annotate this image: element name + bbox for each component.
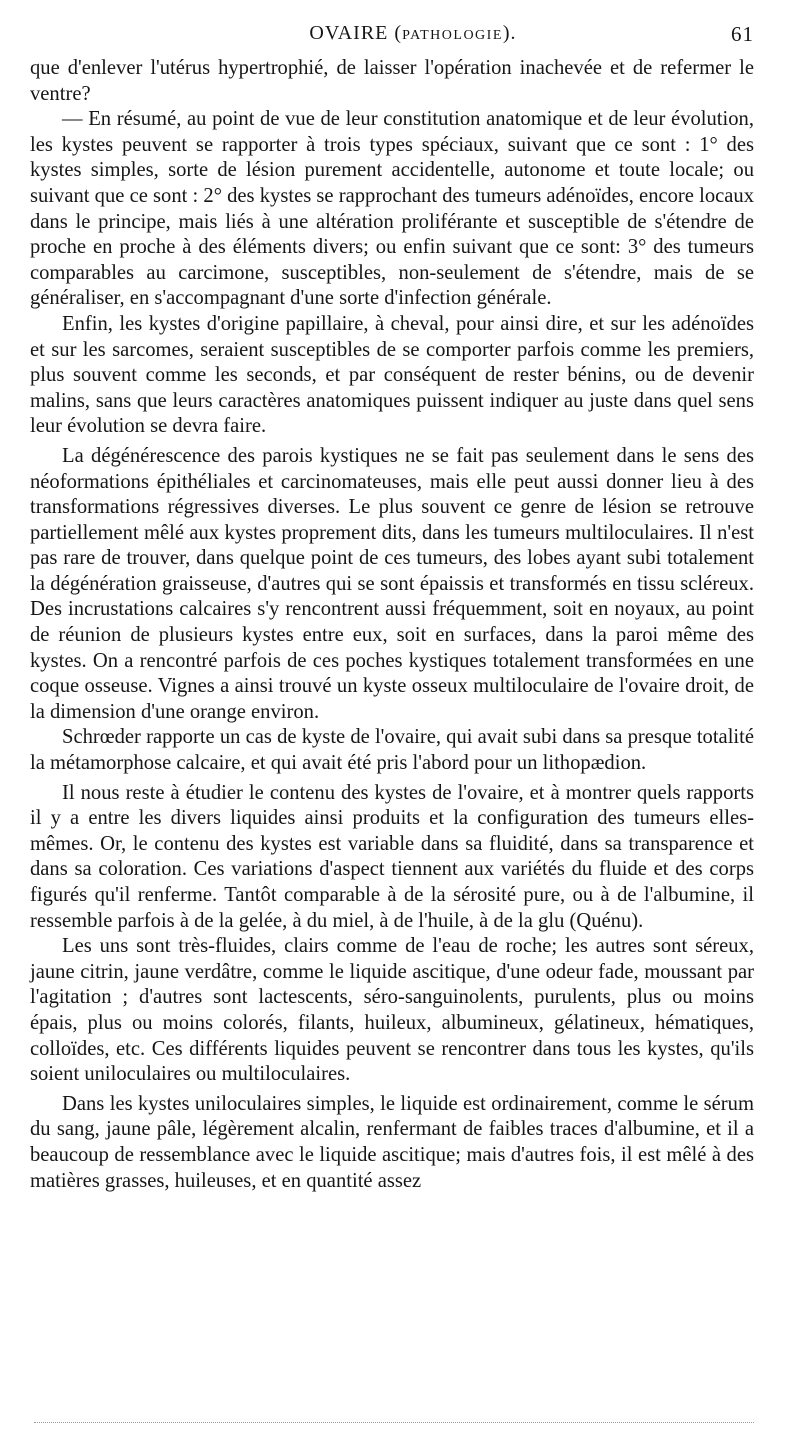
- book-page: [30, 22, 754, 1194]
- paragraph-continuation: que d'enlever l'utérus hypertrophié, de laisser l'opération inachevée et de refermer le ventre?: [30, 57, 754, 105]
- page-number: 61: [731, 22, 754, 46]
- paragraph-schroeder: Schrœder rapporte un cas de kyste de l'ovaire, qui avait subi dans sa presque totalité la métamorphose calcaire, et qui avait été pris l'abord pour un lithopædion.: [30, 726, 754, 775]
- running-title-end: ).: [502, 22, 517, 44]
- paragraph-papillary-cysts: Enfin, les kystes d'origine papillaire, à cheval, pour ainsi dire, et sur les adénoïdes et sur les sarcomes, seraient susceptibles de se comporter parfois comme les premiers, plus souvent comme les seconds, et par conséquent de rester bénins, ou de devenir malins, sans que leurs caractères anatomiques puissent indiquer au juste dans quel sens leur évolution se devra faire.: [30, 312, 754, 438]
- paragraph-unilocular: Dans les kystes uniloculaires simples, le liquide est ordinairement, comme le sérum du sang, jaune pâle, légèrement alcalin, renfermant de faibles traces d'albumine, et il a beaucoup de ressemblance avec le liquide ascitique; mais d'autres fois, il est mêlé à des matières grasses, huileuses, et en quantité assez: [30, 1092, 754, 1192]
- running-title-subject: PATHOLOGIE: [402, 28, 503, 43]
- paragraph-fluids: Les uns sont très-fluides, clairs comme de l'eau de roche; les autres sont séreux, jaune citrin, jaune verdâtre, comme le liquide ascitique, d'une odeur fade, moussant par l'agitation ; d'autres sont lactescents, séro-sanguinolents, purulents, plus ou moins épais, plus ou moins colorés, filants, huileux, albumineux, gélatineux, hématiques, colloïdes, etc. Ces différents liquides peuvent se rencontrer dans tous les kystes, qu'ils soient uniloculaires ou multiloculaires.: [30, 935, 754, 1086]
- bottom-page-edge: [34, 1422, 754, 1424]
- paragraph-summary: — En résumé, au point de vue de leur constitution anatomique et de leur évolution, les kystes peuvent se rapporter à trois types spéciaux, suivant que ce sont : 1° des kystes simples, sorte de lésion purement accidentelle, autonome et toute locale; ou suivant que ce sont : 2° des kystes se rapprochant des tumeurs adénoïdes, encore locaux dans le principe, mais liés à une altération proliférante et susceptible de s'étendre de proche en proche à des éléments divers; ou enfin suivant que ce sont: 3° des tumeurs comparables au carcimone, susceptibles, non-seulement de s'étendre, mais de se généraliser, en s'accompagnant d'une sorte d'infection générale.: [30, 108, 754, 310]
- running-title-main: OVAIRE (: [309, 22, 403, 44]
- paragraph-contents: Il nous reste à étudier le contenu des kystes de l'ovaire, et à montrer quels rapports il y a entre les divers liquides ainsi produits et la configuration des tumeurs elles-mêmes. Or, le contenu des kystes est variable dans sa fluidité, dans sa transparence et dans sa coloration. Ces variations d'aspect tiennent aux variétés du fluide et des corps figurés qu'il renferme. Tantôt comparable à de la sérosité pure, ou à de l'albumine, il ressemble parfois à de la gelée, à du miel, à de l'huile, à de la glu (Quénu).: [30, 781, 754, 932]
- running-header: [30, 22, 754, 56]
- body-text: [30, 56, 754, 1194]
- running-title: [309, 22, 516, 45]
- paragraph-degeneration: La dégénérescence des parois kystiques ne se fait pas seulement dans le sens des néoformations épithéliales et carcinomateuses, mais elle peut aussi donner lieu à des transformations régressives diverses. Le plus souvent ce genre de lésion se retrouve partiellement mêlé aux kystes proprement dits, dans les tumeurs multiloculaires. Il n'est pas rare de trouver, dans quelque point de ces tumeurs, des lobes ayant subi totalement la dégénération graisseuse, d'autres qui se sont épaissis et transformés en tissu scléreux. Des incrustations calcaires s'y rencontrent aussi fréquemment, soit en noyaux, au point de réunion de plusieurs kystes entre eux, soit en surfaces, dans la paroi même des kystes. On a rencontré parfois de ces poches kystiques totalement transformées en une coque osseuse. Vignes a ainsi trouvé un kyste osseux multiloculaire de l'ovaire droit, de la dimension d'une orange environ.: [30, 444, 754, 723]
